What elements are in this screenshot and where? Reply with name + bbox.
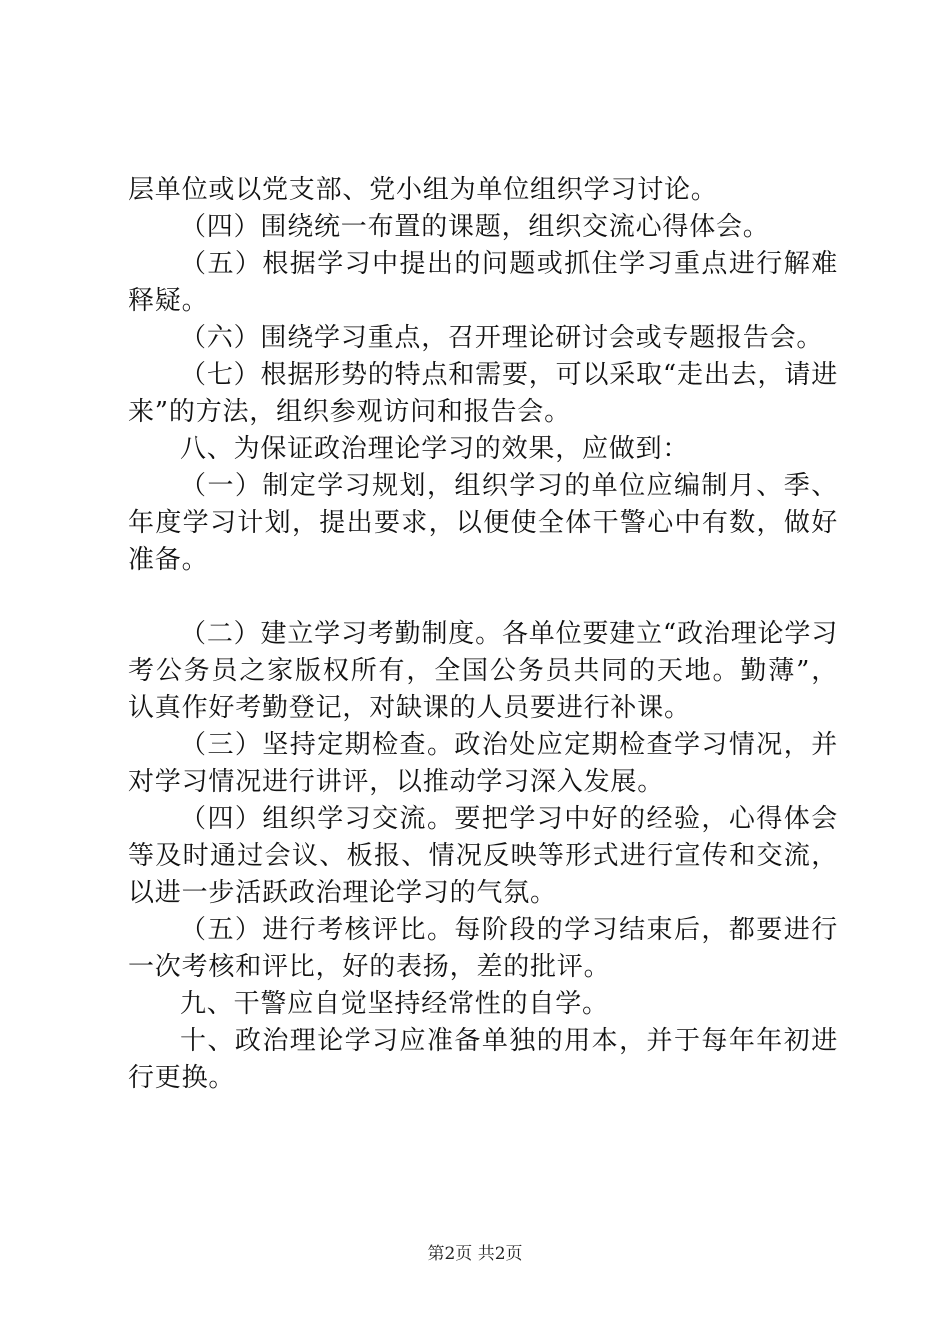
paragraph-sub-4: （四）组织学习交流。要把学习中好的经验，心得体会等及时通过会议、板报、情况反映等形式进行宣传和交流，以进一步活跃政治理论学习的气氛。: [128, 804, 838, 908]
paragraph-item-5: （五）根据学习中提出的问题或抓住学习重点进行解难释疑。: [128, 249, 838, 316]
page-number-footer: 第2页 共2页: [427, 1244, 523, 1264]
section-heading-9: 九、干警应自觉坚持经常性的自学。: [180, 989, 609, 1019]
section-heading-8: 八、为保证政治理论学习的效果，应做到：: [180, 434, 690, 464]
paragraph-sub-3: （三）坚持定期检查。政治处应定期检查学习情况，并对学习情况进行讲评，以推动学习深入发展。: [128, 730, 838, 797]
paragraph-item-7: （七）根据形势的特点和需要，可以采取“走出去，请进来”的方法，组织参观访问和报告会。: [128, 360, 838, 427]
section-heading-10: 十、政治理论学习应准备单独的用本，并于每年年初进行更换。: [128, 1026, 838, 1093]
paragraph-sub-2: （二）建立学习考勤制度。各单位要建立“政治理论学习考公务员之家版权所有，全国公务员共同的天地。勤薄”，认真作好考勤登记，对缺课的人员要进行补课。: [128, 619, 838, 723]
document-body: [128, 172, 838, 1097]
paragraph-continuation: 层单位或以党支部、党小组为单位组织学习讨论。: [128, 175, 718, 205]
paragraph-sub-1: （一）制定学习规划，组织学习的单位应编制月、季、年度学习计划，提出要求，以便使全体干警心中有数，做好准备。: [128, 471, 838, 575]
paragraph-item-4: （四）围绕统一布置的课题，组织交流心得体会。: [180, 212, 770, 242]
paragraph-sub-5: （五）进行考核评比。每阶段的学习结束后，都要进行一次考核和评比，好的表扬，差的批评。: [128, 915, 838, 982]
paragraph-item-6: （六）围绕学习重点，召开理论研讨会或专题报告会。: [180, 323, 824, 353]
